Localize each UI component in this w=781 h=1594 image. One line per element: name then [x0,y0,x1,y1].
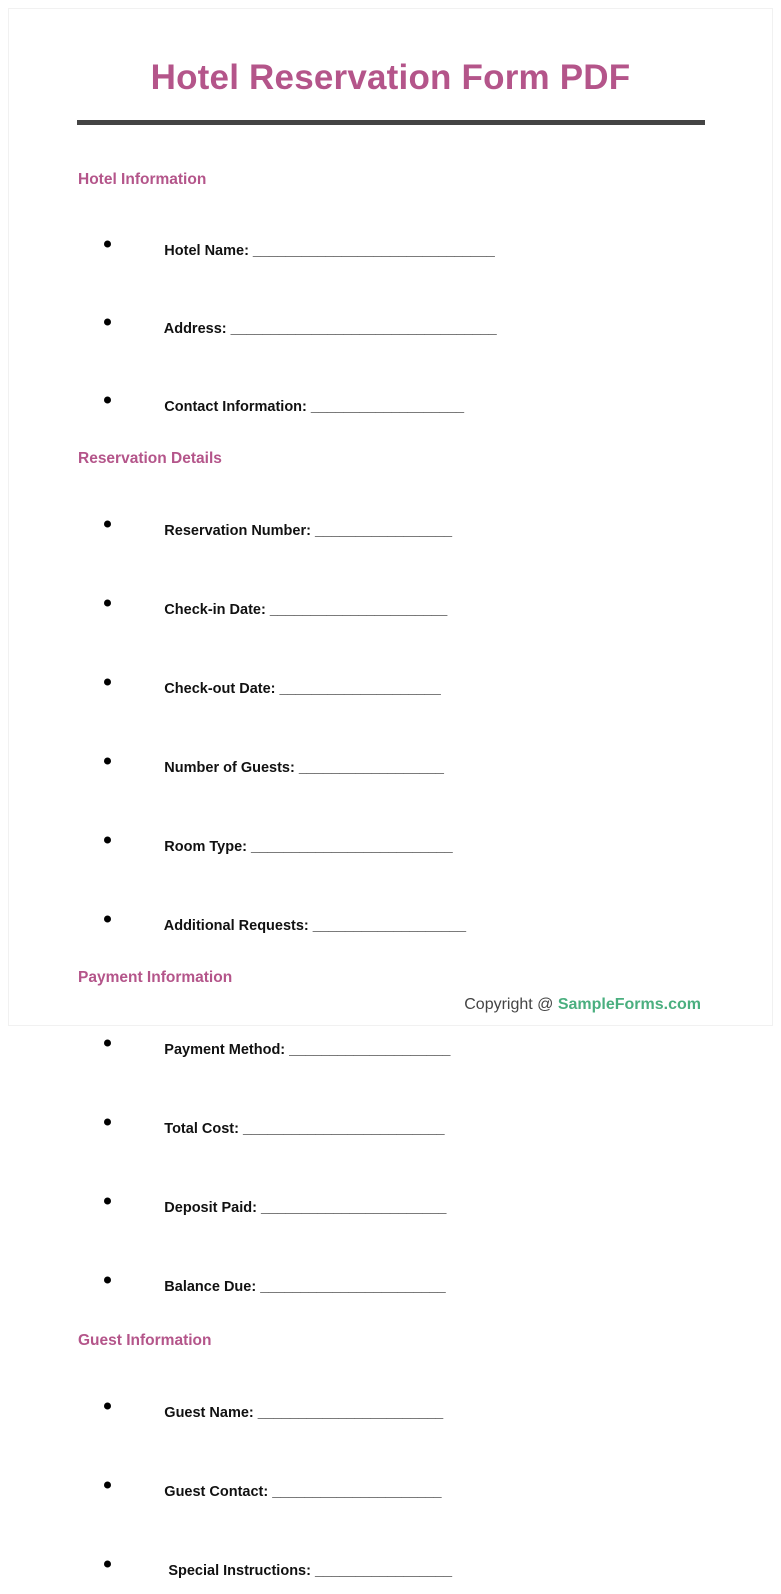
bullet-icon [104,1198,111,1205]
list-item [78,732,781,790]
field-list [78,1377,781,1593]
bullet-icon [104,837,111,844]
list-item [78,1172,781,1230]
field-label: Address: _________________________________ [163,321,497,337]
field-list [78,1014,781,1309]
field-label: Payment Method: ____________________ [164,1042,451,1058]
list-item [78,890,781,948]
list-item [78,1093,781,1151]
section-heading: Guest Information [78,1332,212,1349]
field-label: Guest Contact: _____________________ [164,1484,442,1500]
section-reservation-details [0,450,781,948]
list-item [78,653,781,711]
field-label: Balance Due: _______________________ [164,1279,446,1295]
list-item [78,215,781,273]
field-label: Reservation Number: _________________ [164,523,453,539]
section-payment-information [0,969,781,1309]
bullet-icon [104,600,111,607]
field-label: Hotel Name: ______________________________ [164,243,495,259]
field-label: Number of Guests: __________________ [164,760,444,776]
list-item [78,293,781,351]
field-label: Room Type: _________________________ [164,839,453,855]
bullet-icon [104,1561,111,1568]
bullet-icon [104,1403,111,1410]
section-heading: Payment Information [78,969,233,986]
list-item [78,1535,781,1593]
bullet-icon [104,397,111,404]
footer [0,996,781,1014]
field-list [78,495,781,948]
list-item [78,574,781,632]
bullet-icon [104,1277,111,1284]
bullet-icon [104,758,111,765]
copyright-text: Copyright @ [464,996,558,1013]
bullet-icon [104,241,111,248]
section-heading: Reservation Details [78,450,222,467]
bullet-icon [104,679,111,686]
section-hotel-information [0,171,781,429]
field-label: Guest Name: _______________________ [164,1405,444,1421]
bullet-icon [104,1482,111,1489]
list-item [78,1014,781,1072]
bullet-icon [104,916,111,923]
bullet-icon [104,319,111,326]
field-label: Check-out Date: ____________________ [164,681,441,697]
field-label: Total Cost: _________________________ [164,1121,445,1137]
list-item [78,1251,781,1309]
list-item [78,495,781,553]
bullet-icon [104,1040,111,1047]
field-list [78,215,781,429]
field-label: Contact Information: ___________________ [164,399,465,415]
brand-link[interactable]: SampleForms.com [557,996,701,1013]
field-label: Special Instructions: _________________ [164,1563,453,1579]
form-content [0,125,781,1593]
field-label: Additional Requests: ___________________ [163,918,467,934]
list-item [78,811,781,869]
field-label: Check-in Date: ______________________ [164,602,448,618]
section-guest-information [0,1332,781,1593]
bullet-icon [104,521,111,528]
field-label: Deposit Paid: _______________________ [164,1200,447,1216]
page-title: Hotel Reservation Form PDF [150,58,631,97]
bullet-icon [104,1119,111,1126]
list-item [78,1377,781,1435]
list-item [78,371,781,429]
list-item [78,1456,781,1514]
section-heading: Hotel Information [78,171,207,188]
